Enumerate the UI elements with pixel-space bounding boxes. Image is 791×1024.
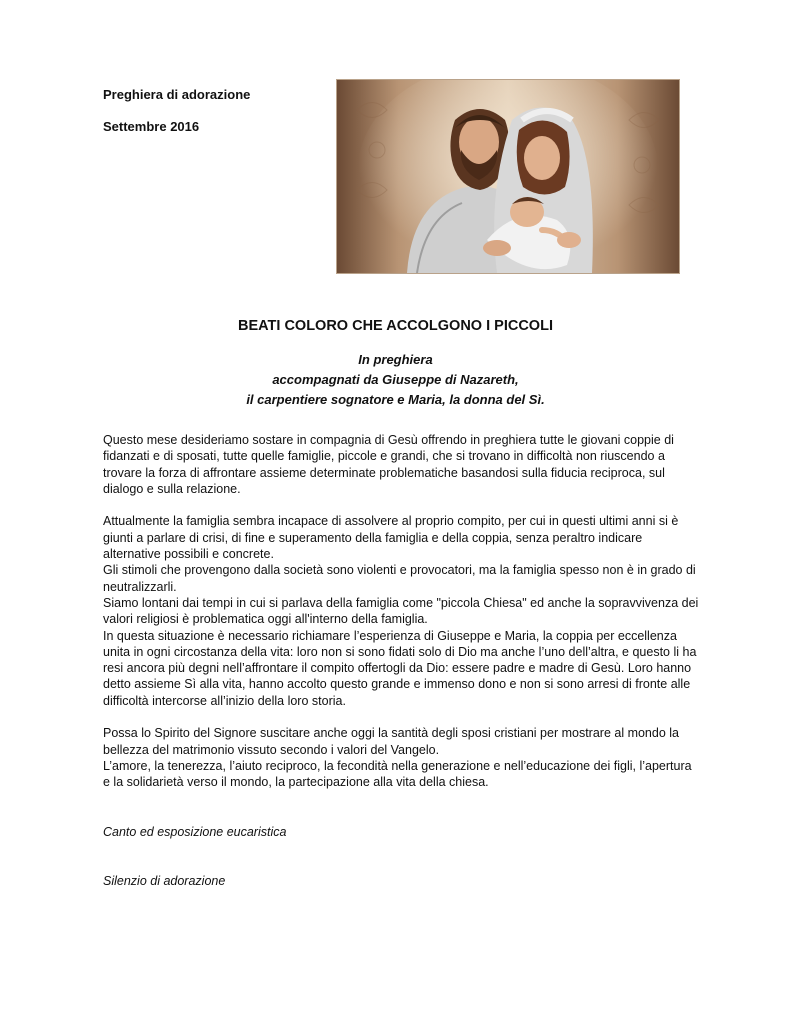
body-text <box>103 432 699 807</box>
text-line: In questa situazione è necessario richiamare l’esperienza di Giuseppe e Maria, la coppia per eccellenza <box>103 628 677 643</box>
text-line: Gli stimoli che provengono dalla società sono violenti e provocatori, ma la famiglia spesso non è in grado di <box>103 563 696 578</box>
section-label: Canto ed esposizione eucaristica <box>103 825 287 839</box>
paragraph <box>103 725 693 790</box>
subtitle-line: accompagnati da Giuseppe di Nazareth, <box>272 372 519 387</box>
text-line: Questo mese desideriamo sostare in compagnia di Gesù offrendo in preghiera tutte le giovani coppie di <box>103 433 674 447</box>
text-line: fidanzati e di sposati, tutte quelle famiglie, piccole e grandi, che si trovano in difficoltà non riuscendo a <box>103 449 665 464</box>
text-line: Possa lo Spirito del Signore suscitare anche oggi la santità degli sposi cristiani per mostrare al mondo la <box>103 726 679 741</box>
paragraph <box>103 513 699 709</box>
text-line: unita in ogni circostanza della vita: loro non si sono fidati solo di Dio ma anche l’uno dell’altra, e questo li ha <box>103 644 697 659</box>
text-line: giunti a parlare di crisi, di fine e superamento della famiglia e della coppia, senza peraltro indicare <box>103 530 643 545</box>
text-line: trovare la forza di affrontare assieme determinate problematiche basandosi sulla fiducia reciproca, sul <box>103 465 665 480</box>
page-title: BEATI COLORO CHE ACCOLGONO I PICCOLI <box>238 318 553 334</box>
text-line: resi ancora più degni nell’affrontare il compito offertogli da Dio: essere padre e madre di Gesù. Loro hanno <box>103 661 692 676</box>
paragraph <box>103 432 693 497</box>
text-line: alternative possibili e concrete. <box>103 547 274 562</box>
subtitle-line: In preghiera <box>358 352 433 367</box>
section-label: Silenzio di adorazione <box>103 874 226 888</box>
subtitle-block <box>0 350 791 410</box>
text-line: dialogo e sulla relazione. <box>103 481 241 496</box>
text-line: L’amore, la tenerezza, l’aiuto reciproco, la fecondità nella generazione e nell’educazione dei figli, l’apertura <box>103 758 692 773</box>
text-line: Attualmente la famiglia sembra incapace di assolvere al proprio compito, per cui in questi ultimi anni si è <box>103 514 679 529</box>
text-line: Siamo lontani dai tempi in cui si parlava della famiglia come "piccola Chiesa" ed anche la sopravvivenza dei <box>103 595 699 610</box>
text-line: valori religiosi è problematica oggi all'interno della famiglia. <box>103 612 428 627</box>
text-line: detto assieme Sì alla vita, hanno accolto questo grande e immenso dono e non si sono arresi di fronte alle <box>103 677 691 692</box>
holy-family-image <box>336 79 680 274</box>
text-line: e la solidarietà verso il mondo, la partecipazione alla vita della chiesa. <box>103 775 489 790</box>
document-heading: Preghiera di adorazione <box>103 87 251 102</box>
text-line: bellezza del matrimonio vissuto secondo i valori del Vangelo. <box>103 742 440 757</box>
subtitle-line: il carpentiere sognatore e Maria, la donna del Sì. <box>246 392 545 407</box>
document-date: Settembre 2016 <box>103 119 200 134</box>
text-line: neutralizzarli. <box>103 579 177 594</box>
text-line: difficoltà intercorse all’inizio della loro storia. <box>103 693 346 708</box>
